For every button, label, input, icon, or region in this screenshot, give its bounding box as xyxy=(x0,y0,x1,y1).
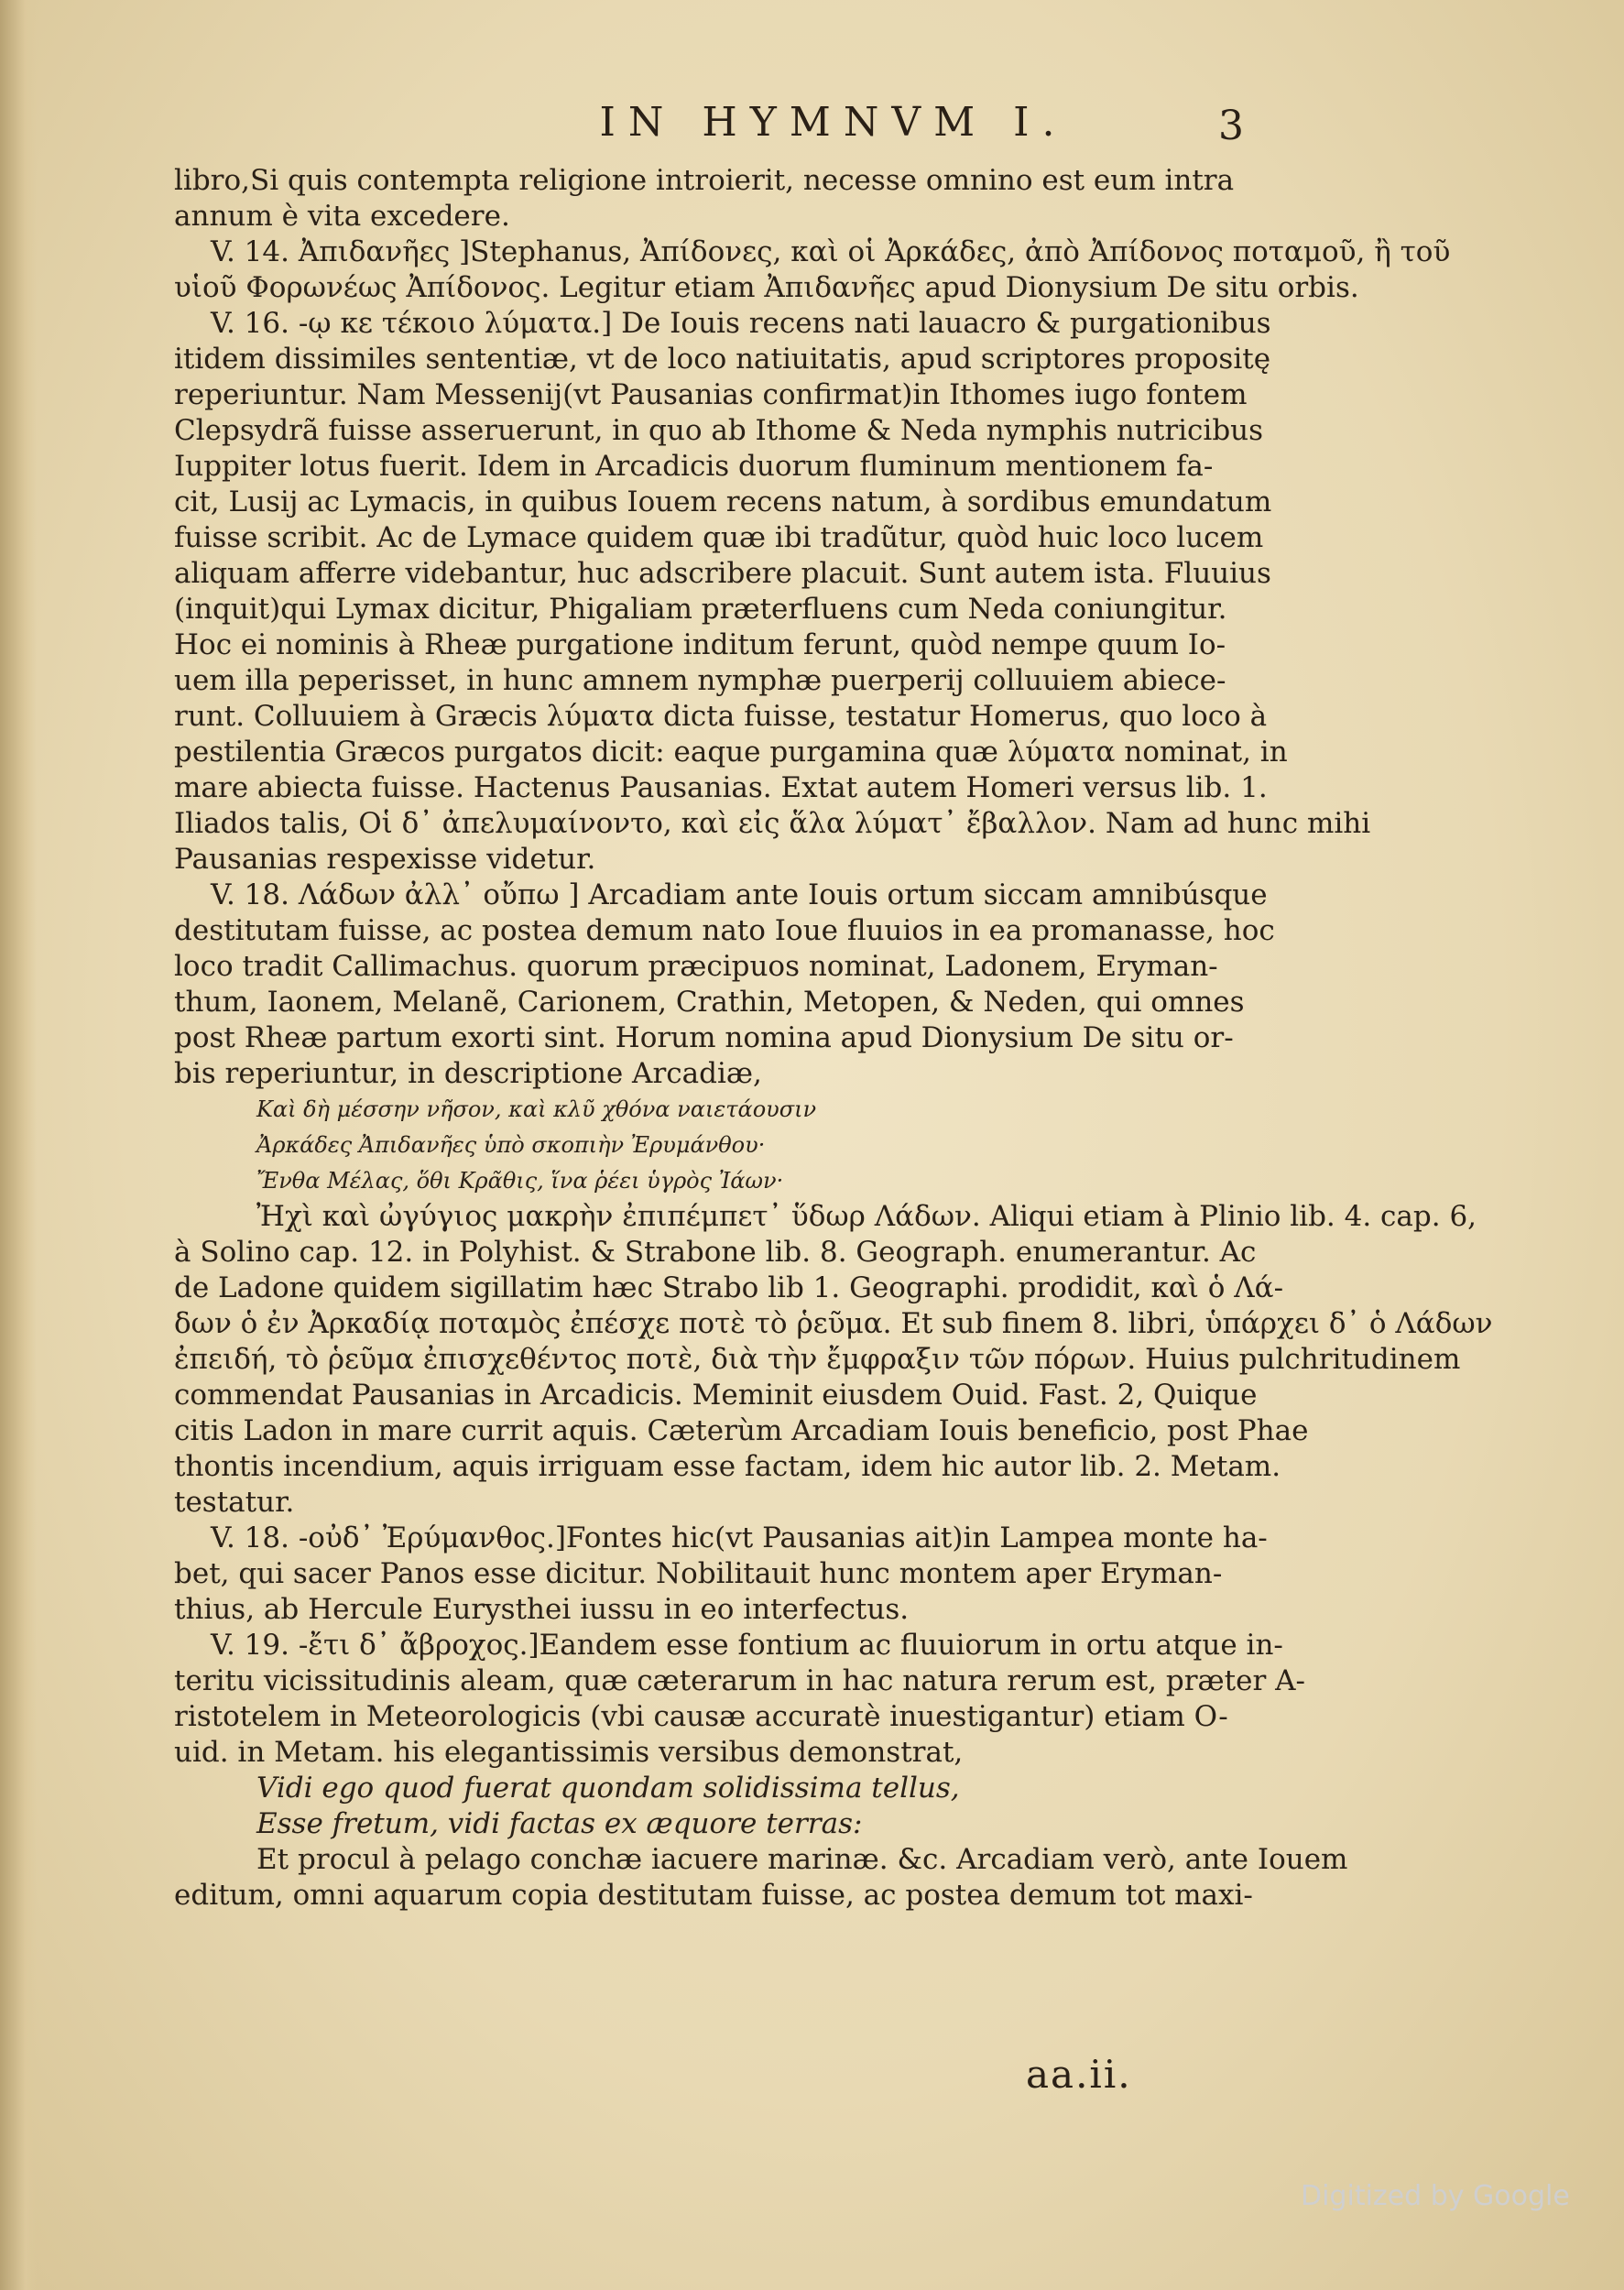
text-line: Hoc ei nominis à Rheæ purgatione inditum ferunt, quòd nempe quum Io- xyxy=(174,628,1226,661)
text-line: pestilentia Græcos purgatos dicit: eaque purgamina quæ λύματα nominat, in xyxy=(174,736,1288,769)
text-line: bis reperiuntur, in descriptione Arcadiæ, xyxy=(174,1057,762,1090)
text-line: de Ladone quidem sigillatim hæc Strabo lib 1. Geographi. prodidit, καὶ ὁ Λά- xyxy=(174,1271,1284,1304)
text-line: ristotelem in Meteorologicis (vbi causæ accuratè inuestigantur) etiam O- xyxy=(174,1700,1228,1733)
text-line: itidem dissimiles sententiæ, vt de loco natiuitatis, apud scriptores propositę xyxy=(174,343,1271,376)
text-line: Ἔνθα Μέλας, ὅθι Κρᾶθις, ἵνα ῥέει ὑγρὸς Ἰάων· xyxy=(256,1168,784,1194)
text-line: post Rheæ partum exorti sint. Horum nomina apud Dionysium De situ or- xyxy=(174,1021,1234,1054)
text-line: V. 18. -οὐδ᾽ Ἐρύμανθος.]Fontes hic(vt Pausanias ait)in Lampea monte ha- xyxy=(211,1521,1268,1554)
text-line: (inquit)qui Lymax dicitur, Phigaliam præterfluens cum Neda coniungitur. xyxy=(174,593,1227,626)
text-line: reperiuntur. Nam Messenij(vt Pausanias confirmat)in Ithomes iugo fontem xyxy=(174,378,1248,411)
text-line: υἱοῦ Φορωνέως Ἀπίδονος. Legitur etiam Ἀπιδανῆες apud Dionysium De situ orbis. xyxy=(174,271,1359,304)
text-line: mare abiecta fuisse. Hactenus Pausanias. Extat autem Homeri versus lib. 1. xyxy=(174,771,1268,804)
text-line: teritu vicissitudinis aleam, quæ cæterarum in hac natura rerum est, præter A- xyxy=(174,1664,1306,1697)
text-line: Ἀρκάδες Ἀπιδανῆες ὑπὸ σκοπιὴν Ἐρυμάνθου· xyxy=(256,1132,766,1158)
text-line: Vidi ego quod fuerat quondam solidissima tellus, xyxy=(256,1772,960,1805)
text-line: δων ὁ ἐν Ἀρκαδίᾳ ποταμὸς ἐπέσχε ποτὲ τὸ ῥεῦμα. Et sub finem 8. libri, ὑπάρχει δ᾽ ὁ Λάδων xyxy=(174,1307,1493,1340)
text-line: thius, ab Hercule Eurysthei iussu in eo interfectus. xyxy=(174,1593,910,1626)
text-line: cit, Lusij ac Lymacis, in quibus Iouem recens natum, à sordibus emundatum xyxy=(174,485,1272,518)
text-line: Et procul à pelago conchæ iacuere marinæ. &c. Arcadiam verò, ante Iouem xyxy=(256,1843,1348,1876)
text-line: thum, Iaonem, Melanẽ, Carionem, Crathin, Metopen, & Neden, qui omnes xyxy=(174,986,1245,1019)
text-line: Iuppiter lotus fuerit. Idem in Arcadicis duorum fluminum mentionem fa- xyxy=(174,450,1214,483)
text-line: V. 14. Ἀπιδανῆες ]Stephanus, Ἀπίδονες, καὶ οἱ Ἀρκάδες, ἀπὸ Ἀπίδονος ποταμοῦ, ἢ τοῦ xyxy=(211,235,1451,268)
text-line: citis Ladon in mare currit aquis. Cæterùm Arcadiam Iouis beneficio, post Phae xyxy=(174,1414,1309,1447)
text-line: libro,Si quis contempta religione introierit, necesse omnino est eum intra xyxy=(174,164,1235,197)
text-line: Ἠχὶ καὶ ὠγύγιος μακρὴν ἐπιπέμπετ᾽ ὕδωρ Λάδων. Aliqui etiam à Plinio lib. 4. cap. 6, xyxy=(256,1200,1477,1233)
text-line: uem illa peperisset, in hunc amnem nymphæ puerperij colluuiem abiece- xyxy=(174,664,1226,697)
text-line: fuisse scribit. Ac de Lymace quidem quæ ibi tradũtur, quòd huic loco lucem xyxy=(174,521,1264,554)
text-line: testatur. xyxy=(174,1486,295,1519)
text-line: thontis incendium, aquis irriguam esse factam, idem hic autor lib. 2. Metam. xyxy=(174,1450,1281,1483)
text-line: ἐπειδή, τὸ ῥεῦμα ἐπισχεθέντος ποτὲ, διὰ τὴν ἔμφραξιν τῶν πόρων. Huius pulchritudinem xyxy=(174,1343,1461,1376)
text-line: Iliados talis, Οἱ δ᾽ ἀπελυμαίνοντο, καὶ εἰς ἅλα λύματ᾽ ἔβαλλον. Nam ad hunc mihi xyxy=(174,807,1371,840)
page-number: 3 xyxy=(1218,103,1244,149)
running-title: IN HYMNVM I. xyxy=(599,99,1068,146)
text-line: V. 16. -ῳ κε τέκοιο λύματα.] De Iouis recens nati lauacro & purgationibus xyxy=(211,307,1271,340)
watermark: Digitized by Google xyxy=(1301,2180,1570,2212)
text-line: annum è vita excedere. xyxy=(174,200,510,233)
text-line: destitutam fuisse, ac postea demum nato Ioue fluuios in ea promanasse, hoc xyxy=(174,914,1275,947)
text-line: V. 19. -ἔτι δ᾽ ἄβροχος.]Eandem esse fontium ac fluuiorum in ortu atque in- xyxy=(211,1629,1283,1662)
text-line: à Solino cap. 12. in Polyhist. & Strabone lib. 8. Geograph. enumerantur. Ac xyxy=(174,1236,1257,1269)
text-line: uid. in Metam. his elegantissimis versibus demonstrat, xyxy=(174,1736,964,1769)
body-text xyxy=(174,163,1493,1914)
text-line: loco tradit Callimachus. quorum præcipuos nominat, Ladonem, Eryman- xyxy=(174,950,1218,983)
text-line: Esse fretum, vidi factas ex æquore terras: xyxy=(256,1807,863,1840)
binding-edge xyxy=(0,0,37,2290)
text-line: V. 18. Λάδων ἀλλ᾽ οὔπω ] Arcadiam ante Iouis ortum siccam amnibúsque xyxy=(211,878,1268,911)
text-line: editum, omni aquarum copia destitutam fuisse, ac postea demum tot maxi- xyxy=(174,1879,1253,1912)
text-line: commendat Pausanias in Arcadicis. Meminit eiusdem Ouid. Fast. 2, Quique xyxy=(174,1379,1258,1412)
text-line: bet, qui sacer Panos esse dicitur. Nobilitauit hunc montem aper Eryman- xyxy=(174,1557,1223,1590)
text-line: Clepsydrã fuisse asseruerunt, in quo ab Ithome & Neda nymphis nutricibus xyxy=(174,414,1264,447)
text-line: Καὶ δὴ μέσσην νῆσον, καὶ κλῦ χθόνα ναιετάουσιν xyxy=(256,1096,817,1122)
text-line: aliquam afferre videbantur, huc adscribere placuit. Sunt autem ista. Fluuius xyxy=(174,557,1271,590)
text-line: Pausanias respexisse videtur. xyxy=(174,843,596,876)
text-line: runt. Colluuiem à Græcis λύματα dicta fuisse, testatur Homerus, quo loco à xyxy=(174,700,1268,733)
signature-mark: aa.ii. xyxy=(1026,2052,1132,2097)
